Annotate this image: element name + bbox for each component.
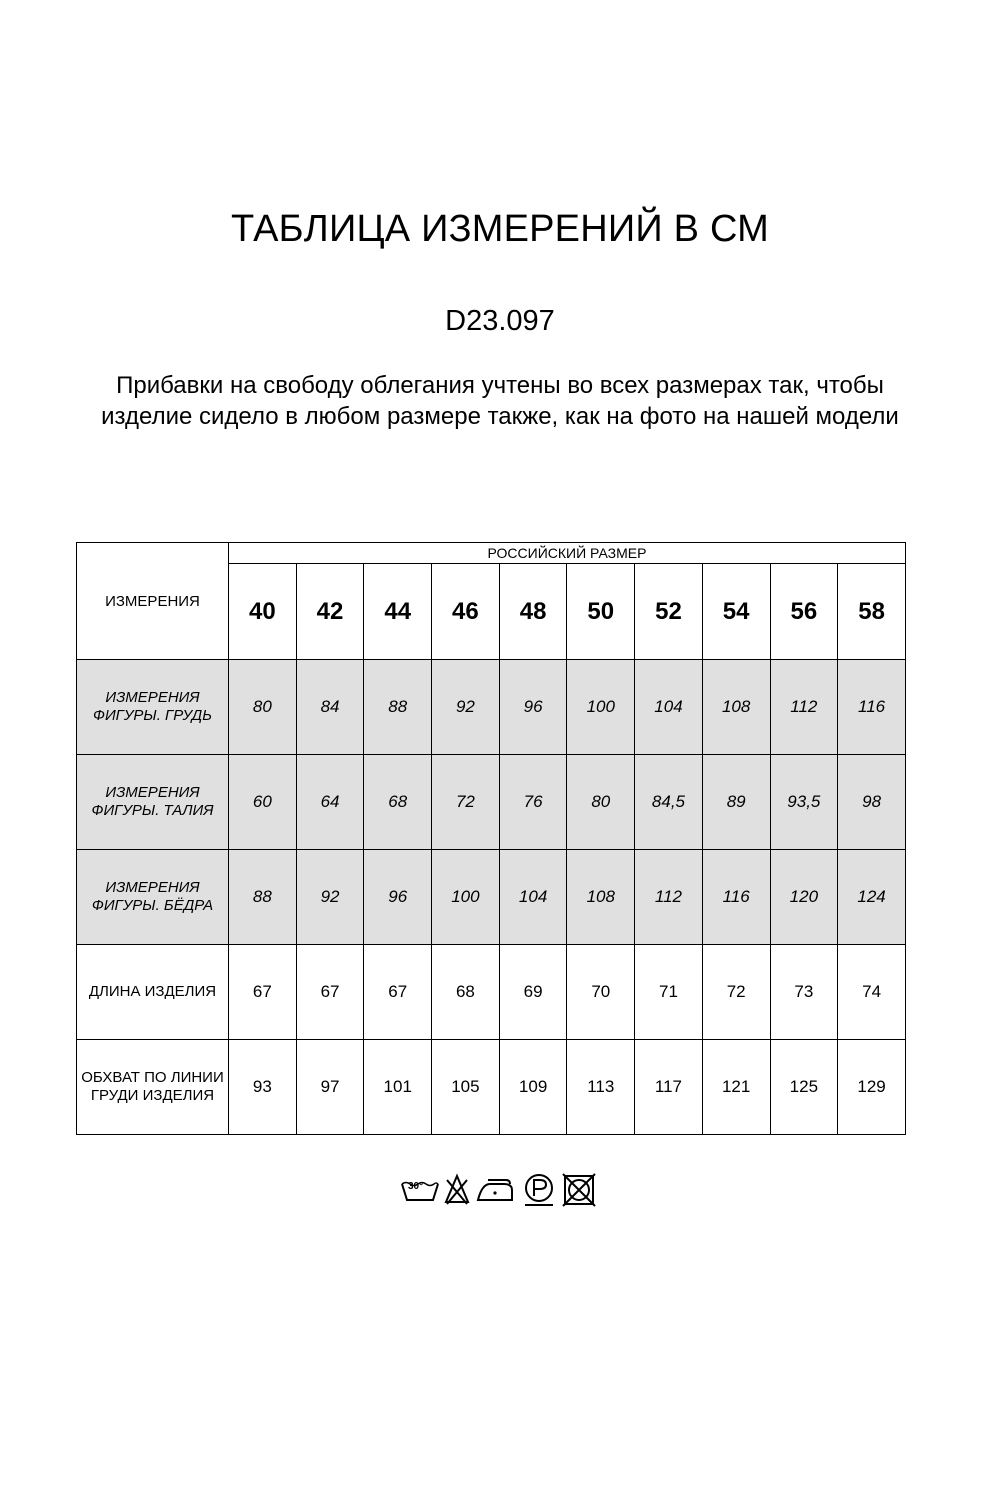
- value-cell: 98: [838, 755, 906, 850]
- size-header-cell: 58: [838, 564, 906, 660]
- size-header-cell: 54: [702, 564, 770, 660]
- row-label: ОБХВАТ ПО ЛИНИИ ГРУДИ ИЗДЕЛИЯ: [77, 1040, 229, 1135]
- value-cell: 93: [229, 1040, 297, 1135]
- value-cell: 129: [838, 1040, 906, 1135]
- value-cell: 64: [296, 755, 364, 850]
- value-cell: 72: [702, 945, 770, 1040]
- size-header-cell: 56: [770, 564, 838, 660]
- size-header-cell: 52: [635, 564, 703, 660]
- value-cell: 124: [838, 850, 906, 945]
- value-cell: 70: [567, 945, 635, 1040]
- value-cell: 117: [635, 1040, 703, 1135]
- product-code: D23.097: [445, 305, 555, 337]
- value-cell: 69: [499, 945, 567, 1040]
- size-header-cell: 48: [499, 564, 567, 660]
- table-row: [77, 850, 906, 945]
- wash-temp-label: 30°: [408, 1180, 424, 1192]
- size-header-cell: 42: [296, 564, 364, 660]
- value-cell: 108: [702, 660, 770, 755]
- value-cell: 84: [296, 660, 364, 755]
- row-label: ИЗМЕРЕНИЯ ФИГУРЫ. ТАЛИЯ: [77, 755, 229, 850]
- corner-label: ИЗМЕРЕНИЯ: [77, 543, 229, 660]
- value-cell: 93,5: [770, 755, 838, 850]
- value-cell: 113: [567, 1040, 635, 1135]
- value-cell: 116: [702, 850, 770, 945]
- value-cell: 73: [770, 945, 838, 1040]
- care-icons: [400, 1172, 600, 1212]
- table-row: [77, 755, 906, 850]
- value-cell: 67: [229, 945, 297, 1040]
- size-header-cell: 40: [229, 564, 297, 660]
- value-cell: 112: [635, 850, 703, 945]
- table-row: [77, 1040, 906, 1135]
- dry-clean-p-icon: [520, 1172, 558, 1213]
- size-header-cell: 46: [432, 564, 500, 660]
- value-cell: 120: [770, 850, 838, 945]
- value-cell: 67: [364, 945, 432, 1040]
- value-cell: 76: [499, 755, 567, 850]
- table-row: [77, 945, 906, 1040]
- wash-30-icon: [400, 1172, 440, 1213]
- size-header-cell: 50: [567, 564, 635, 660]
- value-cell: 96: [364, 850, 432, 945]
- value-cell: 67: [296, 945, 364, 1040]
- value-cell: 88: [364, 660, 432, 755]
- value-cell: 68: [364, 755, 432, 850]
- row-label: ИЗМЕРЕНИЯ ФИГУРЫ. БЁДРА: [77, 850, 229, 945]
- value-cell: 116: [838, 660, 906, 755]
- value-cell: 88: [229, 850, 297, 945]
- fit-note: Прибавки на свободу облегания учтены во всех размерах так, чтобы изделие сидело в любом размере также, как на фото на нашей модели: [101, 372, 899, 430]
- no-bleach-icon: [444, 1172, 470, 1213]
- page-title: ТАБЛИЦА ИЗМЕРЕНИЙ В СМ: [230, 208, 770, 250]
- value-cell: 105: [432, 1040, 500, 1135]
- value-cell: 104: [499, 850, 567, 945]
- value-cell: 92: [432, 660, 500, 755]
- value-cell: 72: [432, 755, 500, 850]
- value-cell: 68: [432, 945, 500, 1040]
- value-cell: 80: [229, 660, 297, 755]
- value-cell: 112: [770, 660, 838, 755]
- value-cell: 96: [499, 660, 567, 755]
- value-cell: 89: [702, 755, 770, 850]
- no-tumble-dry-icon: [562, 1172, 596, 1213]
- value-cell: 100: [432, 850, 500, 945]
- value-cell: 100: [567, 660, 635, 755]
- value-cell: 92: [296, 850, 364, 945]
- value-cell: 60: [229, 755, 297, 850]
- size-group-label: РОССИЙСКИЙ РАЗМЕР: [229, 543, 906, 564]
- value-cell: 74: [838, 945, 906, 1040]
- iron-icon: [474, 1172, 516, 1213]
- size-table: [76, 542, 906, 1135]
- value-cell: 121: [702, 1040, 770, 1135]
- table-row: [77, 660, 906, 755]
- value-cell: 108: [567, 850, 635, 945]
- value-cell: 71: [635, 945, 703, 1040]
- value-cell: 97: [296, 1040, 364, 1135]
- size-header-cell: 44: [364, 564, 432, 660]
- row-label: ДЛИНА ИЗДЕЛИЯ: [77, 945, 229, 1040]
- value-cell: 125: [770, 1040, 838, 1135]
- row-label: ИЗМЕРЕНИЯ ФИГУРЫ. ГРУДЬ: [77, 660, 229, 755]
- value-cell: 104: [635, 660, 703, 755]
- value-cell: 84,5: [635, 755, 703, 850]
- value-cell: 109: [499, 1040, 567, 1135]
- table-header-row-1: [77, 543, 906, 564]
- value-cell: 80: [567, 755, 635, 850]
- value-cell: 101: [364, 1040, 432, 1135]
